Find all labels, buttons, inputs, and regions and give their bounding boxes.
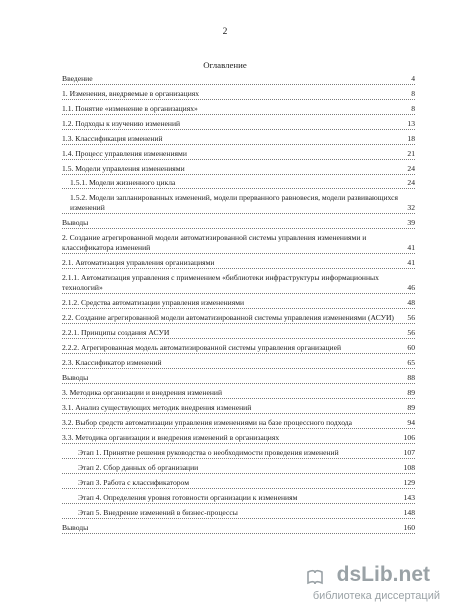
toc-entry[interactable]	[62, 273, 415, 294]
toc-entry-title: 2.1.2. Средства автоматизации управления изменениями	[62, 298, 245, 307]
toc-entry-title: 1.4. Процесс управления изменениями	[62, 149, 187, 158]
toc-entry-title: 3.3. Методика организации и внедрения изменений в организациях	[62, 433, 280, 442]
toc-entry[interactable]	[62, 448, 415, 459]
toc-entry[interactable]	[62, 418, 415, 429]
toc-entry[interactable]	[62, 164, 415, 175]
toc-entry-page: 65	[407, 358, 415, 367]
toc-entry[interactable]	[62, 463, 415, 474]
toc-entry-title: 3. Методика организации и внедрения изменений	[62, 388, 223, 397]
toc-entry-title: 1. Изменения, внедряемые в организациях	[62, 89, 200, 98]
toc-entry-title: 1.2. Подходы к изучению изменений	[62, 119, 181, 128]
toc-entry-page: 108	[403, 463, 415, 472]
toc-entry-page: 143	[403, 493, 415, 502]
toc-entry-page: 89	[407, 388, 415, 397]
toc-entry-page: 24	[407, 178, 415, 187]
toc-entry[interactable]	[62, 218, 415, 229]
toc-entry[interactable]	[62, 233, 415, 254]
toc-entry-page: 39	[407, 218, 415, 227]
toc-entry-title: Этап 3. Работа с классификатором	[78, 478, 190, 487]
toc-entry-page: 24	[407, 164, 415, 173]
toc-entry-title: 1.1. Понятие «изменение в организациях»	[62, 104, 198, 113]
toc-entry-page: 8	[411, 89, 415, 98]
toc-entry-title: 2. Создание агрегированной модели автоматизированной системы управления изменениями и классификатора изменений	[62, 233, 367, 252]
toc-entry[interactable]	[62, 508, 415, 519]
toc-entry[interactable]	[62, 313, 415, 324]
toc-entry-page: 41	[407, 243, 415, 252]
toc-entry-page: 60	[407, 343, 415, 352]
toc-entry[interactable]	[62, 149, 415, 160]
toc-entry[interactable]	[62, 328, 415, 339]
toc-entry-title: Выводы	[62, 218, 89, 227]
toc-entry-page: 107	[403, 448, 415, 457]
watermark-subtitle: библиотека диссертаций	[312, 590, 440, 602]
toc-entry[interactable]	[62, 104, 415, 115]
toc-entry-page: 129	[403, 478, 415, 487]
toc-entry[interactable]	[62, 373, 415, 384]
toc-entry-page: 56	[407, 313, 415, 322]
toc-entry[interactable]	[62, 258, 415, 269]
toc-entry[interactable]	[62, 388, 415, 399]
toc-entry[interactable]	[62, 74, 415, 85]
toc-entry[interactable]	[62, 119, 415, 130]
toc-entry-page: 56	[407, 328, 415, 337]
toc-entry-page: 4	[411, 74, 415, 83]
toc-entry-page: 48	[407, 298, 415, 307]
toc-entry-title: Этап 1. Принятие решения руководства о необходимости проведения изменений	[78, 448, 339, 457]
toc-title: Оглавление	[203, 60, 247, 70]
toc-entry-page: 88	[407, 373, 415, 382]
toc-entry-title: Этап 5. Внедрение изменений в бизнес-процессы	[78, 508, 238, 517]
toc-entry-title: 3.1. Анализ существующих методик внедрения изменений	[62, 403, 252, 412]
toc-entry-title: 2.2.2. Агрегированная модель автоматизированной системы управления организацией	[62, 343, 342, 352]
toc-entry-title: Этап 2. Сбор данных об организации	[78, 463, 199, 472]
toc-entry[interactable]	[62, 343, 415, 354]
toc-entry-title: Выводы	[62, 373, 89, 382]
toc-entry-title: Этап 4. Определения уровня готовности организации к изменениям	[78, 493, 298, 502]
toc-entry-title: Выводы	[62, 523, 89, 532]
toc-entry[interactable]	[62, 178, 415, 189]
watermark-site: dsLib.net	[336, 563, 430, 586]
toc-entry-page: 13	[407, 119, 415, 128]
toc-entry-page: 18	[407, 134, 415, 143]
toc-entry[interactable]	[62, 433, 415, 444]
toc-entry-page: 89	[407, 403, 415, 412]
toc-entry-page: 148	[403, 508, 415, 517]
toc-entry-page: 160	[403, 523, 415, 532]
toc-entry-title: 2.2.1. Принципы создания АСУИ	[62, 328, 170, 337]
toc-entry[interactable]	[62, 493, 415, 504]
toc-entry[interactable]	[62, 403, 415, 414]
toc-entry-page: 8	[411, 104, 415, 113]
toc-entry-title: 1.5. Модели управления изменениями	[62, 164, 185, 173]
toc-entry-page: 21	[407, 149, 415, 158]
toc-entry-title: 2.3. Классификатор изменений	[62, 358, 162, 367]
toc-entry-title: 2.1.1. Автоматизация управления с применением «библиотеки инфраструктуры информационных технологий»	[62, 273, 379, 292]
toc-entry[interactable]	[62, 193, 415, 214]
watermark	[290, 563, 440, 607]
toc-entry-title: 1.5.2. Модели запланированных изменений, модели прерванного равновесия, модели развивающихся изменений	[70, 193, 398, 212]
book-icon	[306, 569, 324, 585]
toc-entry[interactable]	[62, 358, 415, 369]
toc-entry-title: Введение	[62, 74, 93, 83]
toc-entry-title: 2.2. Создание агрегированной модели автоматизированной системы управления изменениями (АСУИ)	[62, 313, 394, 322]
toc-entry[interactable]	[62, 523, 415, 534]
toc-entry-title: 3.2. Выбор средств автоматизации управления изменениями на базе процессного подхода	[62, 418, 353, 427]
toc-entry[interactable]	[62, 478, 415, 489]
page-number: 2	[222, 27, 228, 37]
toc-entry[interactable]	[62, 298, 415, 309]
toc-entry[interactable]	[62, 89, 415, 100]
toc-entry-title: 1.3. Классификация изменений	[62, 134, 163, 143]
toc-entry-page: 106	[403, 433, 415, 442]
toc-entry[interactable]	[62, 134, 415, 145]
toc-entry-page: 46	[407, 283, 415, 292]
toc-entry-title: 1.5.1. Модели жизненного цикла	[70, 178, 176, 187]
toc-entry-page: 41	[407, 258, 415, 267]
toc-entry-page: 32	[407, 203, 415, 212]
table-of-contents	[62, 74, 415, 534]
toc-entry-title: 2.1. Автоматизация управления организациями	[62, 258, 215, 267]
toc-entry-page: 94	[407, 418, 415, 427]
